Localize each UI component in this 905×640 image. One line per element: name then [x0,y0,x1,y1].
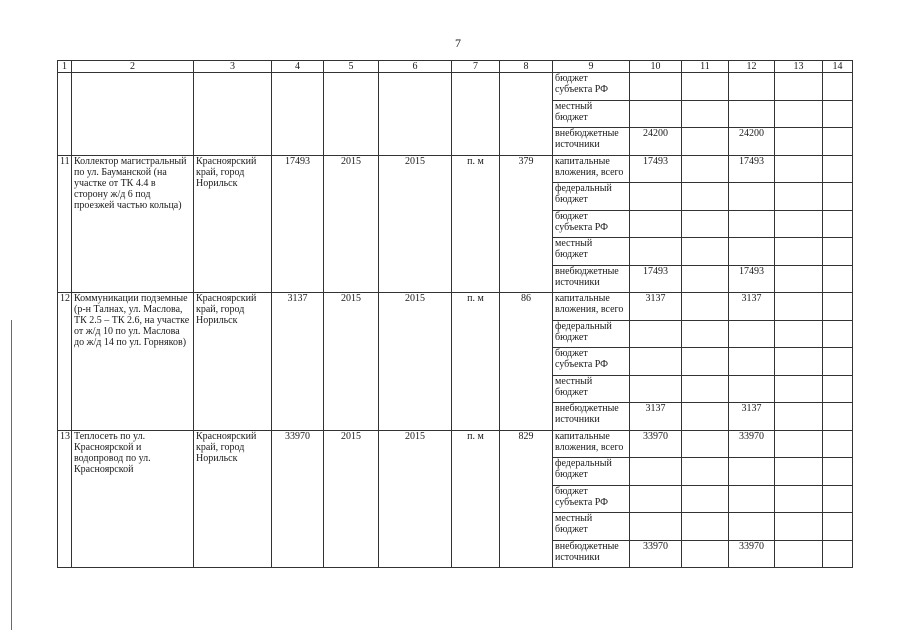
empty-cell [775,210,823,238]
empty-cell [775,403,823,431]
empty-cell [775,265,823,293]
column-header: 13 [775,61,823,73]
column-header: 4 [272,61,324,73]
amount-col-12 [729,73,775,101]
amount-col-10: 3137 [630,293,682,321]
column-header: 6 [379,61,452,73]
empty-cell [823,183,853,211]
empty-cell [682,293,729,321]
amount-col-12: 3137 [729,403,775,431]
scan-edge-line [11,320,12,630]
column-header: 1 [58,61,72,73]
amount-col-12: 33970 [729,430,775,458]
funding-source: местный бюджет [553,375,630,403]
quantity-value: 379 [500,155,553,293]
object-name [72,73,194,156]
funding-source: капитальные вложения, всего [553,293,630,321]
funding-source: федеральный бюджет [553,458,630,486]
empty-cell [823,238,853,266]
empty-cell [682,375,729,403]
empty-cell [682,238,729,266]
empty-cell [823,128,853,156]
funding-source: бюджет субъекта РФ [553,210,630,238]
funding-source: местный бюджет [553,100,630,128]
funding-source: бюджет субъекта РФ [553,73,630,101]
amount-col-10 [630,348,682,376]
empty-cell [682,540,729,568]
amount-col-12 [729,513,775,541]
amount-col-12: 17493 [729,155,775,183]
empty-cell [682,128,729,156]
amount-col-12 [729,320,775,348]
amount-col-10 [630,100,682,128]
amount-col-10 [630,210,682,238]
empty-cell [823,403,853,431]
empty-cell [775,100,823,128]
amount-col-12: 17493 [729,265,775,293]
empty-cell [682,183,729,211]
object-name: Коллектор магистральный по ул. Бауманской (на участке от ТК 4.4 в сторону ж/д 6 под проезжей частью кольца) [72,155,194,293]
row-number [58,73,72,156]
amount-col-10: 17493 [630,265,682,293]
start-year: 2015 [324,293,379,431]
funding-source: внебюджетные источники [553,128,630,156]
amount-col-12 [729,458,775,486]
unit-label: п. м [452,155,500,293]
object-location: Красноярский край, город Норильск [194,293,272,431]
column-header: 10 [630,61,682,73]
object-name: Теплосеть по ул. Красноярской и водопровод по ул. Красноярской [72,430,194,568]
amount-col-12 [729,348,775,376]
empty-cell [823,320,853,348]
start-year [324,73,379,156]
object-name: Коммуникации подземные (р-н Талнах, ул. Маслова, ТК 2.5 – ТК 2.6, на участке от ж/д 10 по ул. Маслова до ж/д 14 по ул. Горняков) [72,293,194,431]
amount-col-12 [729,100,775,128]
empty-cell [775,183,823,211]
funding-source: капитальные вложения, всего [553,155,630,183]
start-year: 2015 [324,430,379,568]
funding-source: внебюджетные источники [553,540,630,568]
empty-cell [682,485,729,513]
unit-label [452,73,500,156]
page-number: 7 [455,36,461,50]
column-header: 3 [194,61,272,73]
amount-col-10 [630,375,682,403]
cost-value: 33970 [272,430,324,568]
empty-cell [823,485,853,513]
empty-cell [775,155,823,183]
quantity-value [500,73,553,156]
object-location [194,73,272,156]
funding-source: внебюджетные источники [553,265,630,293]
unit-label: п. м [452,430,500,568]
amount-col-10 [630,238,682,266]
column-header: 9 [553,61,630,73]
empty-cell [823,73,853,101]
empty-cell [682,458,729,486]
empty-cell [823,513,853,541]
empty-cell [775,375,823,403]
amount-col-12 [729,238,775,266]
amount-col-10: 33970 [630,430,682,458]
empty-cell [682,403,729,431]
end-year: 2015 [379,155,452,293]
table-row [58,73,853,101]
quantity-value: 829 [500,430,553,568]
funding-source: федеральный бюджет [553,183,630,211]
empty-cell [775,128,823,156]
funding-source: капитальные вложения, всего [553,430,630,458]
amount-col-10: 24200 [630,128,682,156]
funding-source: бюджет субъекта РФ [553,348,630,376]
empty-cell [775,238,823,266]
empty-cell [823,375,853,403]
amount-col-12 [729,375,775,403]
amount-col-10 [630,73,682,101]
empty-cell [775,430,823,458]
column-header: 5 [324,61,379,73]
empty-cell [682,348,729,376]
column-header: 7 [452,61,500,73]
row-number: 12 [58,293,72,431]
empty-cell [682,320,729,348]
row-number: 13 [58,430,72,568]
funding-source: внебюджетные источники [553,403,630,431]
amount-col-10 [630,183,682,211]
empty-cell [775,485,823,513]
empty-cell [682,430,729,458]
amount-col-10 [630,320,682,348]
investment-table [57,60,853,568]
column-header: 14 [823,61,853,73]
empty-cell [775,293,823,321]
amount-col-10 [630,458,682,486]
empty-cell [682,513,729,541]
cost-value [272,73,324,156]
amount-col-10: 33970 [630,540,682,568]
empty-cell [823,540,853,568]
amount-col-10: 17493 [630,155,682,183]
end-year: 2015 [379,293,452,431]
empty-cell [775,320,823,348]
amount-col-12 [729,183,775,211]
funding-source: местный бюджет [553,513,630,541]
column-header: 8 [500,61,553,73]
funding-source: бюджет субъекта РФ [553,485,630,513]
empty-cell [823,210,853,238]
empty-cell [775,73,823,101]
empty-cell [823,265,853,293]
unit-label: п. м [452,293,500,431]
amount-col-10 [630,485,682,513]
table-row [58,293,853,321]
cost-value: 17493 [272,155,324,293]
empty-cell [682,100,729,128]
quantity-value: 86 [500,293,553,431]
start-year: 2015 [324,155,379,293]
empty-cell [823,430,853,458]
empty-cell [823,100,853,128]
amount-col-12: 3137 [729,293,775,321]
object-location: Красноярский край, город Норильск [194,430,272,568]
empty-cell [775,458,823,486]
end-year: 2015 [379,430,452,568]
amount-col-12 [729,210,775,238]
cost-value: 3137 [272,293,324,431]
empty-cell [682,265,729,293]
funding-source: федеральный бюджет [553,320,630,348]
empty-cell [823,348,853,376]
amount-col-12: 24200 [729,128,775,156]
column-header: 2 [72,61,194,73]
header-row [58,61,853,73]
amount-col-12: 33970 [729,540,775,568]
object-location: Красноярский край, город Норильск [194,155,272,293]
amount-col-12 [729,485,775,513]
empty-cell [823,293,853,321]
empty-cell [823,155,853,183]
empty-cell [775,513,823,541]
empty-cell [775,540,823,568]
end-year [379,73,452,156]
column-header: 11 [682,61,729,73]
table-row [58,155,853,183]
table-row [58,430,853,458]
funding-source: местный бюджет [553,238,630,266]
empty-cell [682,73,729,101]
row-number: 11 [58,155,72,293]
amount-col-10 [630,513,682,541]
column-header: 12 [729,61,775,73]
empty-cell [823,458,853,486]
amount-col-10: 3137 [630,403,682,431]
empty-cell [682,210,729,238]
empty-cell [682,155,729,183]
empty-cell [775,348,823,376]
